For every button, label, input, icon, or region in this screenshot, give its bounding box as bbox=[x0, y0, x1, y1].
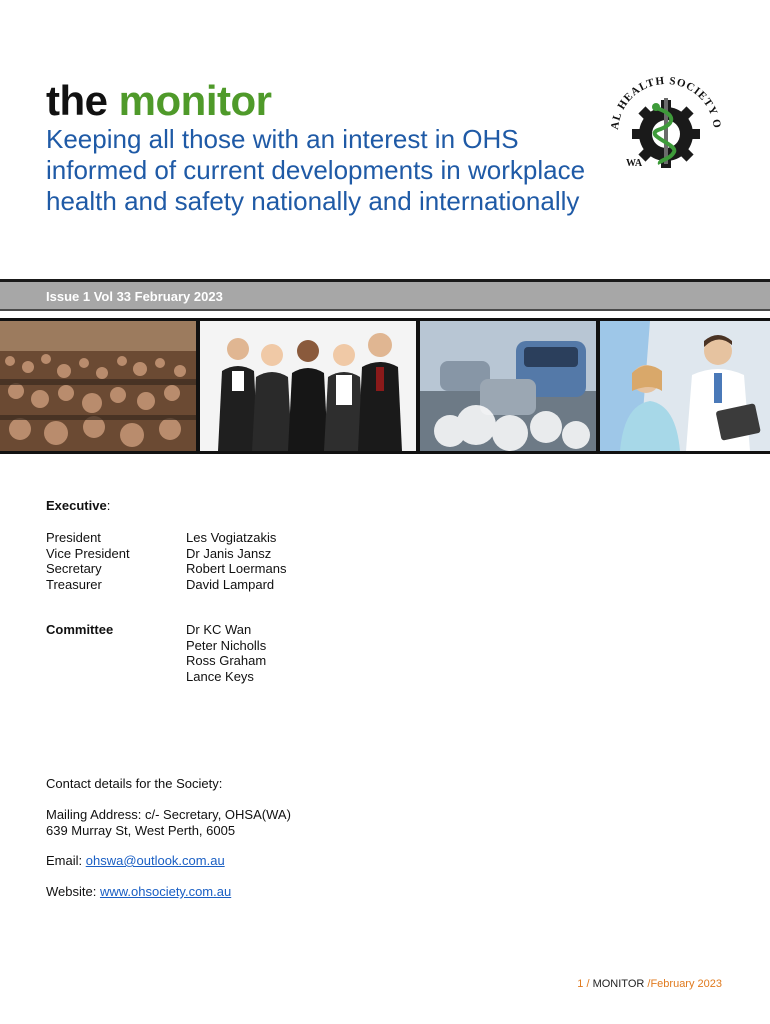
society-seal-logo bbox=[596, 62, 736, 202]
name-secretary: Robert Loermans bbox=[186, 561, 287, 577]
name-vice-president: Dr Janis Jansz bbox=[186, 545, 272, 561]
footer-page-number: 1 bbox=[577, 978, 584, 990]
page-footer bbox=[577, 978, 722, 990]
website-label: Website: bbox=[46, 884, 100, 899]
email-label: Email: bbox=[46, 853, 86, 868]
footer-name: MONITOR bbox=[592, 978, 645, 990]
title-word-monitor: monitor bbox=[118, 77, 272, 124]
photo-strip bbox=[0, 318, 770, 454]
mailing-address bbox=[46, 807, 291, 838]
issue-band bbox=[0, 279, 770, 311]
role-secretary: Secretary bbox=[46, 561, 102, 577]
role-vice-president: Vice President bbox=[46, 545, 130, 561]
committee-member: Ross Graham bbox=[186, 653, 267, 669]
seal-bottom-text: WA bbox=[626, 158, 643, 169]
newsletter-title bbox=[46, 76, 271, 126]
footer-date: February 2023 bbox=[650, 978, 722, 990]
seal-text: AL HEALTH SOCIETY O bbox=[608, 74, 724, 131]
issue-label: Issue 1 Vol 33 February 2023 bbox=[46, 289, 223, 304]
committee-member: Lance Keys bbox=[186, 668, 254, 684]
executive-names bbox=[186, 530, 286, 592]
executive-roles bbox=[46, 530, 130, 592]
executive-heading-label: Executive bbox=[46, 498, 107, 513]
newsletter-subtitle: Keeping all those with an interest in OHS informed of current developments in workplace health and safety nationally and internationally bbox=[46, 124, 586, 216]
committee-members bbox=[186, 622, 266, 684]
doctor-patient-photo bbox=[600, 321, 770, 451]
crowd-photo bbox=[0, 321, 196, 451]
footer-sep-2: / bbox=[644, 978, 651, 990]
committee-member: Dr KC Wan bbox=[186, 622, 252, 637]
website-link[interactable]: www.ohsociety.com.au bbox=[99, 884, 232, 899]
executive-heading-colon: : bbox=[106, 498, 111, 513]
role-treasurer: Treasurer bbox=[46, 576, 102, 592]
business-team-photo bbox=[200, 321, 416, 451]
role-president: President bbox=[46, 530, 101, 545]
traffic-pollution-photo bbox=[420, 321, 596, 451]
committee-heading: Committee bbox=[46, 622, 114, 637]
name-treasurer: David Lampard bbox=[186, 576, 275, 592]
website-line bbox=[46, 884, 231, 900]
contact-intro: Contact details for the Society: bbox=[46, 776, 223, 791]
name-president: Les Vogiatzakis bbox=[186, 530, 277, 545]
committee-member: Peter Nicholls bbox=[186, 637, 267, 653]
email-line bbox=[46, 853, 225, 869]
mailing-line-1: Mailing Address: c/- Secretary, OHSA(WA) bbox=[46, 807, 291, 822]
mailing-line-2: 639 Murray St, West Perth, 6005 bbox=[46, 822, 236, 838]
email-link[interactable]: ohswa@outlook.com.au bbox=[85, 853, 225, 868]
executive-heading bbox=[46, 498, 110, 514]
title-word-the: the bbox=[46, 77, 108, 124]
footer-sep-1: / bbox=[583, 978, 593, 990]
